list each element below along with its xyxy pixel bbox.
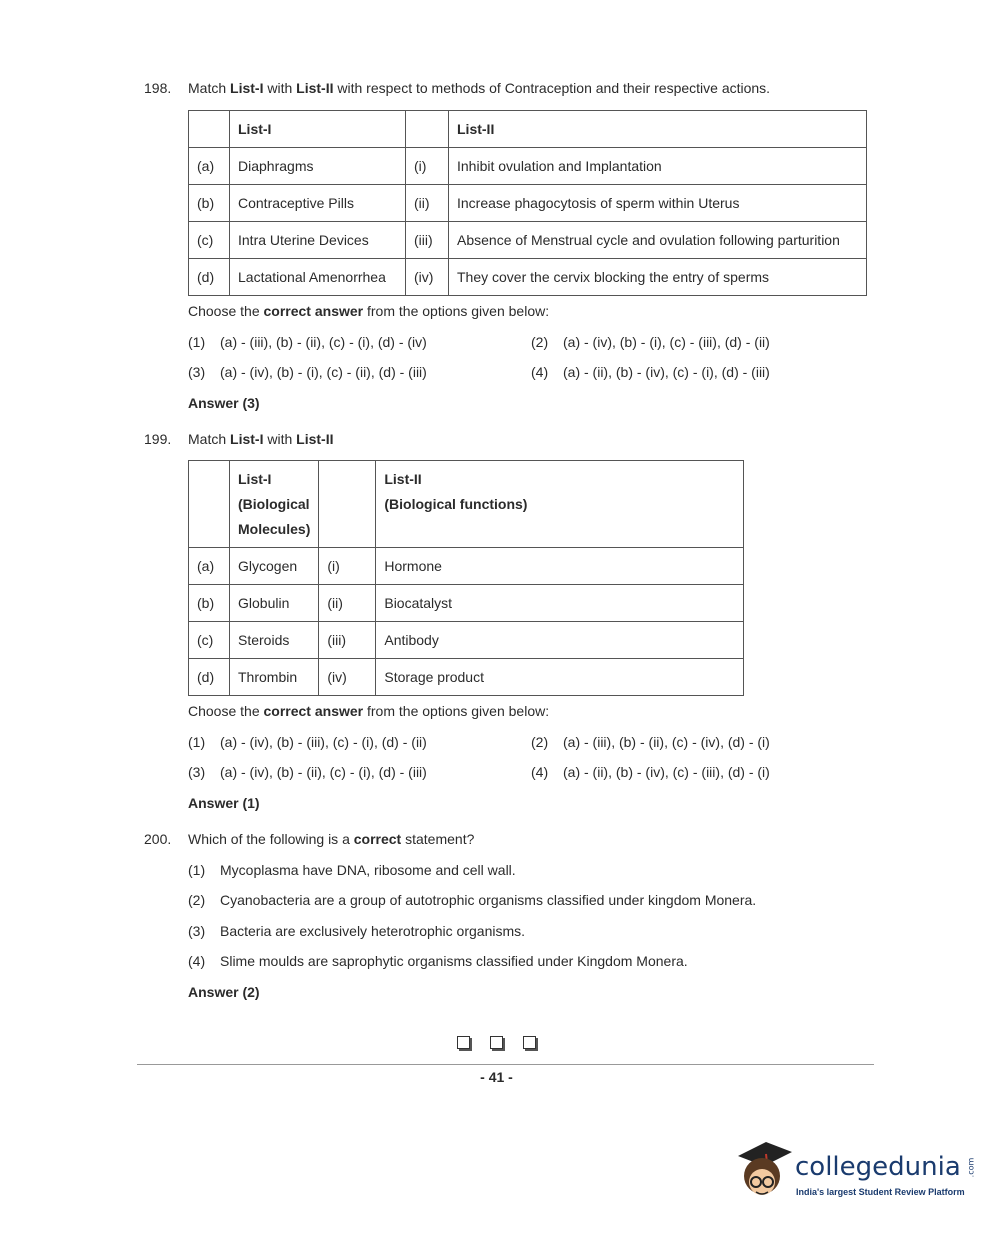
table-row (189, 259, 867, 296)
q199-stem (188, 431, 334, 447)
option-number: (1) (188, 334, 206, 350)
header-list1 (230, 461, 319, 548)
choose-bold: correct answer (263, 703, 364, 719)
header-blank (189, 111, 230, 148)
q199-match-table (188, 460, 744, 696)
q198-stem-list1: List-I (230, 80, 264, 96)
row-letter: (c) (189, 222, 230, 259)
q199-stem-list2: List-II (296, 431, 334, 447)
q199-option-3 (188, 764, 427, 780)
row-letter: (b) (189, 185, 230, 222)
q198-stem-post: with respect to methods of Contraception and their respective actions. (333, 80, 771, 96)
table-row (189, 148, 867, 185)
option-number: (4) (188, 953, 206, 969)
q200-stem-post: statement? (401, 831, 475, 847)
q199-stem-mid: with (263, 431, 297, 447)
q200-stem-bold: correct (353, 831, 402, 847)
row-item: Intra Uterine Devices (230, 222, 406, 259)
footer-divider (137, 1064, 874, 1065)
brand-tagline: India's largest Student Review Platform (796, 1187, 965, 1197)
choose-bold: correct answer (263, 303, 364, 319)
q198-stem-list2: List-II (296, 80, 334, 96)
table-row (189, 222, 867, 259)
q198-option-4 (531, 364, 770, 380)
row-desc: Absence of Menstrual cycle and ovulation following parturition (449, 222, 867, 259)
option-number: (2) (531, 334, 549, 350)
choose-pre: Choose the (188, 703, 264, 719)
row-roman: (iii) (406, 222, 449, 259)
row-desc: Biocatalyst (376, 585, 744, 622)
row-roman: (i) (319, 548, 376, 585)
q200-number: 200. (144, 831, 172, 847)
q200-option-3 (188, 923, 525, 939)
choose-post: from the options given below: (363, 703, 550, 719)
brand-logo-text (795, 1152, 980, 1182)
q198-stem-mid: with (263, 80, 297, 96)
option-number: (2) (531, 734, 549, 750)
q199-option-1 (188, 734, 427, 750)
option-number: (4) (531, 364, 549, 380)
header-blank (189, 461, 230, 548)
option-number: (2) (188, 892, 206, 908)
q198-stem (188, 80, 770, 96)
q198-number: 198. (144, 80, 172, 96)
q198-match-table (188, 110, 867, 296)
q200-stem (188, 831, 474, 847)
option-text: Mycoplasma have DNA, ribosome and cell wall. (220, 862, 516, 878)
row-item: Thrombin (230, 659, 319, 696)
square-icon (523, 1036, 536, 1049)
q199-option-2 (531, 734, 770, 750)
row-letter: (c) (189, 622, 230, 659)
header-list2-line2: (Biological functions) (384, 496, 528, 512)
row-desc: Increase phagocytosis of sperm within Uterus (449, 185, 867, 222)
row-roman: (ii) (319, 585, 376, 622)
q200-option-2 (188, 892, 756, 908)
square-icon (490, 1036, 503, 1049)
q198-option-2 (531, 334, 770, 350)
table-row (189, 185, 867, 222)
option-text: (a) - (ii), (b) - (iv), (c) - (iii), (d) - (i) (563, 764, 770, 780)
table-header-row (189, 461, 744, 548)
q198-stem-pre: Match (188, 80, 231, 96)
row-item: Contraceptive Pills (230, 185, 406, 222)
page-number: - 41 - (480, 1069, 513, 1085)
header-list2 (376, 461, 744, 548)
header-list1: List-I (230, 111, 406, 148)
row-letter: (b) (189, 585, 230, 622)
brand-suffix: .com (966, 1157, 976, 1178)
choose-post: from the options given below: (363, 303, 550, 319)
row-roman: (iv) (406, 259, 449, 296)
row-letter: (d) (189, 259, 230, 296)
row-desc: Hormone (376, 548, 744, 585)
row-roman: (iii) (319, 622, 376, 659)
row-desc: They cover the cervix blocking the entry of sperms (449, 259, 867, 296)
q200-option-1 (188, 862, 516, 878)
option-number: (4) (531, 764, 549, 780)
row-roman: (i) (406, 148, 449, 185)
q199-choose-line (188, 703, 549, 719)
q199-option-4 (531, 764, 770, 780)
q199-stem-list1: List-I (230, 431, 264, 447)
q198-choose-line (188, 303, 549, 319)
table-row (189, 585, 744, 622)
option-text: Cyanobacteria are a group of autotrophic organisms classified under kingdom Monera. (220, 892, 757, 908)
square-icon (457, 1036, 470, 1049)
table-row (189, 659, 744, 696)
option-text: (a) - (iv), (b) - (i), (c) - (iii), (d) - (ii) (563, 334, 770, 350)
row-desc: Storage product (376, 659, 744, 696)
option-number: (3) (188, 364, 206, 380)
row-desc: Inhibit ovulation and Implantation (449, 148, 867, 185)
end-marker (0, 1036, 993, 1052)
q200-option-4 (188, 953, 688, 969)
option-text: (a) - (iv), (b) - (i), (c) - (ii), (d) - (iii) (220, 364, 427, 380)
header-blank (319, 461, 376, 548)
q200-answer: Answer (2) (188, 984, 260, 1000)
row-item: Globulin (230, 585, 319, 622)
option-number: (3) (188, 764, 206, 780)
row-letter: (a) (189, 148, 230, 185)
header-blank (406, 111, 449, 148)
q199-number: 199. (144, 431, 172, 447)
table-header-row (189, 111, 867, 148)
option-text: Slime moulds are saprophytic organisms classified under Kingdom Monera. (220, 953, 688, 969)
header-list2-line1: List-II (384, 471, 422, 487)
option-text: (a) - (iv), (b) - (iii), (c) - (i), (d) - (ii) (220, 734, 427, 750)
table-row (189, 622, 744, 659)
brand-name: collegedunia (795, 1152, 961, 1182)
option-text: (a) - (iii), (b) - (ii), (c) - (iv), (d) - (i) (563, 734, 770, 750)
q199-stem-pre: Match (188, 431, 231, 447)
row-roman: (ii) (406, 185, 449, 222)
header-list1-line3: Molecules) (238, 521, 311, 537)
row-letter: (d) (189, 659, 230, 696)
row-item: Glycogen (230, 548, 319, 585)
choose-pre: Choose the (188, 303, 264, 319)
option-number: (1) (188, 862, 206, 878)
q198-answer: Answer (3) (188, 395, 260, 411)
option-number: (3) (188, 923, 206, 939)
q200-stem-pre: Which of the following is a (188, 831, 354, 847)
row-roman: (iv) (319, 659, 376, 696)
option-number: (1) (188, 734, 206, 750)
table-row (189, 548, 744, 585)
option-text: (a) - (iv), (b) - (ii), (c) - (i), (d) - (iii) (220, 764, 427, 780)
q198-option-1 (188, 334, 427, 350)
header-list1-line2: (Biological (238, 496, 310, 512)
header-list1-line1: List-I (238, 471, 272, 487)
q198-option-3 (188, 364, 427, 380)
header-list2: List-II (449, 111, 867, 148)
mascot-logo-icon (732, 1138, 796, 1208)
row-item: Diaphragms (230, 148, 406, 185)
row-letter: (a) (189, 548, 230, 585)
row-item: Steroids (230, 622, 319, 659)
option-text: (a) - (ii), (b) - (iv), (c) - (i), (d) - (iii) (563, 364, 770, 380)
row-desc: Antibody (376, 622, 744, 659)
option-text: (a) - (iii), (b) - (ii), (c) - (i), (d) - (iv) (220, 334, 427, 350)
option-text: Bacteria are exclusively heterotrophic organisms. (220, 923, 526, 939)
q199-answer: Answer (1) (188, 795, 260, 811)
row-item: Lactational Amenorrhea (230, 259, 406, 296)
